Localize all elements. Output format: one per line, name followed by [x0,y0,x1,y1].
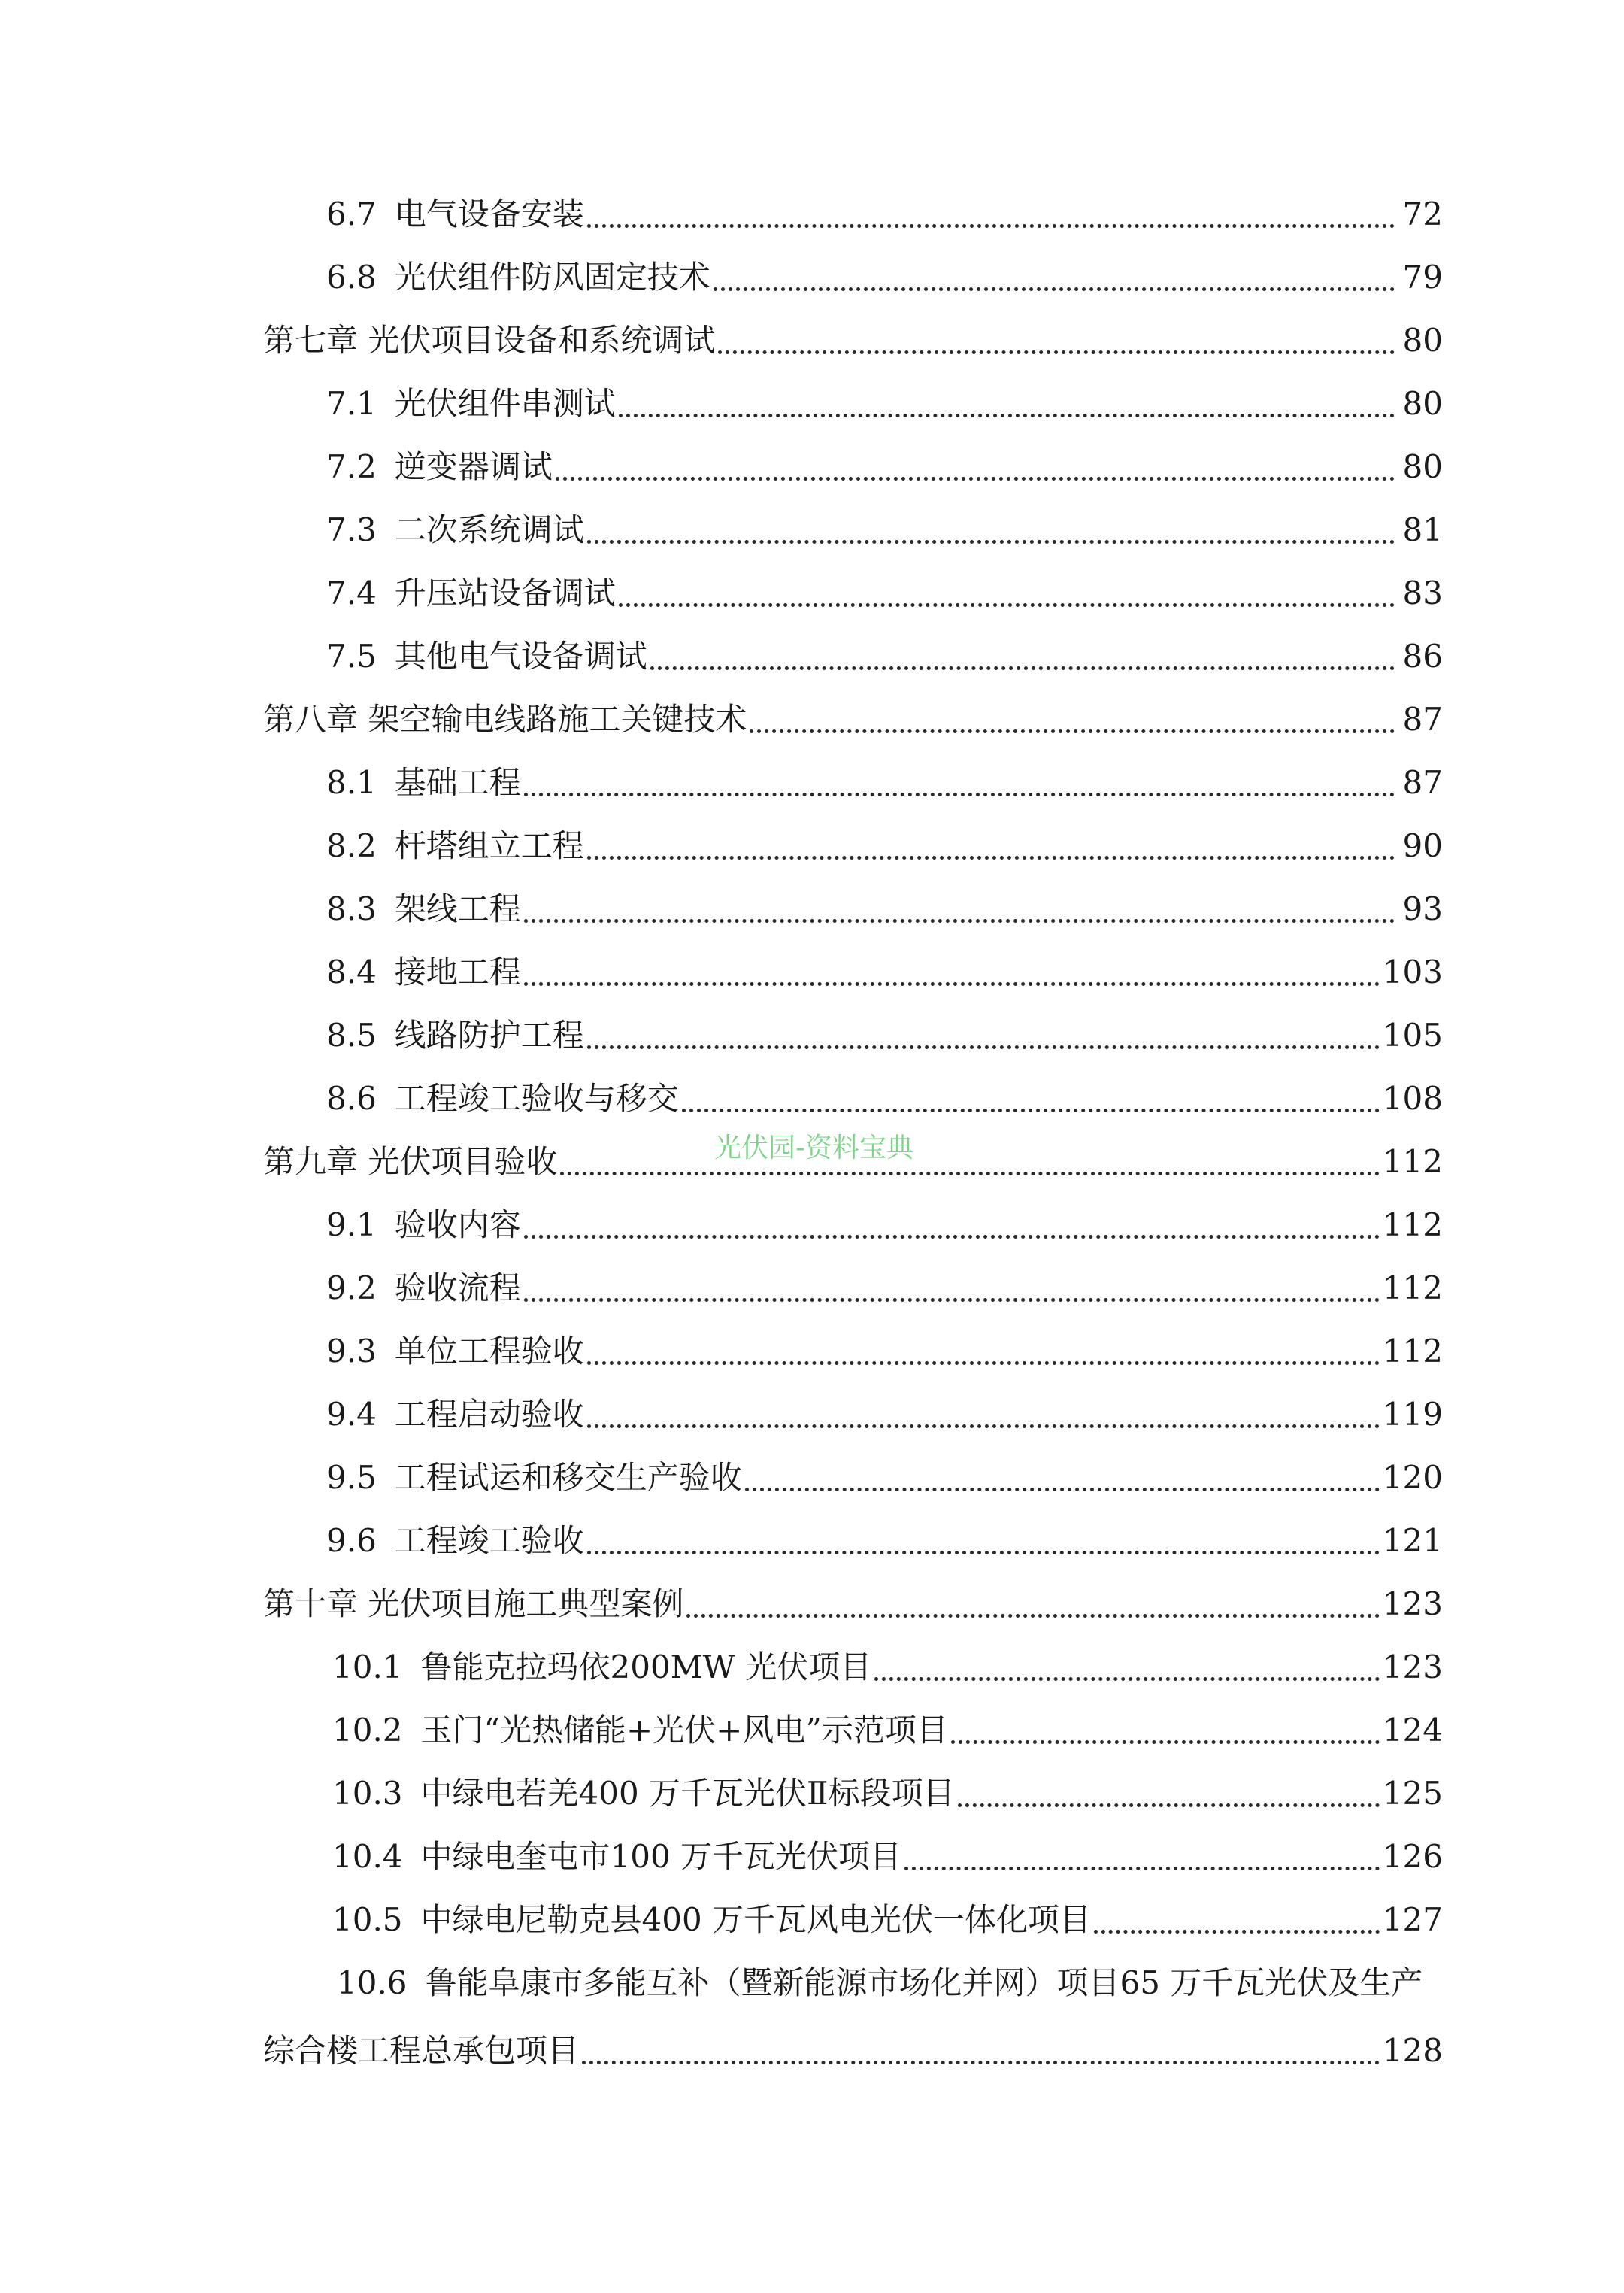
dot-leader [686,1614,1379,1618]
toc-entry-10-4[interactable] [332,1830,1443,1883]
dot-leader [874,1677,1380,1681]
dot-leader [714,287,1395,291]
toc-entry-page: 87 [1402,764,1443,801]
toc-entry-number: 10.3 [332,1775,403,1812]
toc-entry-number: 9.6 [326,1522,377,1559]
dot-leader [1094,1930,1380,1934]
dot-leader [524,982,1380,986]
toc-entry-page: 105 [1382,1017,1443,1054]
toc-entry-number: 7.1 [326,385,377,422]
toc-entry-page: 121 [1382,1522,1443,1559]
toc-entry-10-1[interactable] [332,1641,1443,1694]
toc-entry-6-7[interactable] [326,188,1443,241]
toc-entry-8-2[interactable] [326,820,1443,872]
toc-entry-title-continued: 综合楼工程总承包项目 [263,2032,580,2069]
toc-entry-number: 7.4 [326,575,377,611]
toc-entry-title: 工程竣工验收 [394,1522,584,1559]
dot-leader [587,856,1395,860]
toc-entry-number: 9.5 [326,1459,377,1496]
toc-entry-number: 8.5 [326,1017,377,1054]
toc-entry-page: 93 [1402,890,1443,927]
toc-entry-title: 验收流程 [394,1269,521,1306]
toc-entry-title: 光伏组件串测试 [394,385,616,422]
toc-entry-title: 基础工程 [394,764,521,801]
toc-entry-page: 127 [1382,1901,1443,1938]
toc-chapter-8[interactable] [263,693,1443,746]
toc-entry-number: 9.1 [326,1206,377,1243]
dot-leader [682,1109,1380,1112]
toc-entry-page: 119 [1382,1396,1443,1433]
dot-leader [587,1551,1380,1554]
dot-leader [587,540,1395,544]
toc-entry-number: 9.4 [326,1396,377,1433]
dot-leader [524,793,1395,796]
toc-entry-title: 工程竣工验收与移交 [394,1080,679,1117]
toc-entry-number: 8.1 [326,764,377,801]
toc-entry-page: 123 [1382,1585,1443,1622]
toc-entry-number: 7.5 [326,638,377,675]
toc-entry-title: 其他电气设备调试 [394,638,647,675]
toc-entry-page: 120 [1382,1459,1443,1496]
toc-entry-6-8[interactable] [326,251,1443,304]
toc-entry-page: 126 [1382,1838,1443,1875]
dot-leader [619,603,1395,607]
toc-entry-title: 玉门“光热储能+光伏+风电”示范项目 [420,1712,948,1749]
toc-entry-page: 81 [1402,511,1443,548]
toc-entry-page: 79 [1402,259,1443,296]
dot-leader [582,2061,1380,2064]
dot-leader [587,1424,1380,1428]
toc-entry-title: 二次系统调试 [394,511,584,548]
toc-entry-title: 验收内容 [394,1206,521,1243]
toc-entry-9-1[interactable] [326,1199,1443,1251]
toc-entry-9-6[interactable] [326,1515,1443,1567]
toc-entry-page: 112 [1382,1143,1443,1180]
toc-entry-10-6[interactable] [337,1957,1443,2009]
toc-entry-title: 中绿电奎屯市100 万千瓦光伏项目 [420,1838,902,1875]
toc-entry-title: 光伏组件防风固定技术 [394,259,710,296]
toc-entry-page: 72 [1402,196,1443,232]
toc-entry-title: 升压站设备调试 [394,575,616,611]
dot-leader [587,1361,1380,1365]
toc-entry-number: 10.2 [332,1712,403,1749]
toc-entry-number: 6.7 [326,196,377,232]
toc-entry-10-3[interactable] [332,1767,1443,1820]
toc-entry-number: 9.2 [326,1269,377,1306]
toc-entry-number: 10.5 [332,1901,403,1938]
toc-chapter-title: 第九章 光伏项目验收 [263,1143,558,1180]
dot-leader [745,1488,1380,1491]
toc-entry-8-1[interactable] [326,757,1443,809]
dot-leader [524,1298,1380,1302]
toc-entry-8-4[interactable] [326,946,1443,999]
toc-entry-9-3[interactable] [326,1325,1443,1378]
toc-entry-title: 中绿电尼勒克县400 万千瓦风电光伏一体化项目 [420,1901,1092,1938]
toc-entry-7-5[interactable] [326,630,1443,683]
toc-entry-page: 124 [1382,1712,1443,1749]
toc-entry-title: 架线工程 [394,890,521,927]
toc-chapter-title: 第十章 光伏项目施工典型案例 [263,1585,684,1622]
toc-entry-page: 123 [1382,1648,1443,1685]
toc-entry-title: 中绿电若羌400 万千瓦光伏Ⅱ标段项目 [420,1775,955,1812]
toc-entry-9-4[interactable] [326,1388,1443,1441]
toc-entry-page: 80 [1402,385,1443,422]
toc-entry-title: 电气设备安装 [394,196,584,232]
dot-leader [904,1867,1380,1870]
dot-leader [556,477,1395,481]
toc-entry-8-6[interactable] [326,1072,1443,1125]
dot-leader [650,666,1395,670]
toc-entry-page: 103 [1382,954,1443,990]
toc-chapter-title: 第七章 光伏项目设备和系统调试 [263,322,716,359]
toc-entry-number: 7.2 [326,448,377,485]
toc-entry-title: 接地工程 [394,954,521,990]
toc-entry-number: 7.3 [326,511,377,548]
dot-leader [560,1172,1379,1175]
toc-entry-title: 鲁能克拉玛依200MW 光伏项目 [420,1648,872,1685]
toc-entry-page: 112 [1382,1269,1443,1306]
toc-entry-title: 线路防护工程 [394,1017,584,1054]
toc-entry-page: 90 [1402,827,1443,864]
toc-entry-page: 86 [1402,638,1443,675]
toc-entry-number: 8.2 [326,827,377,864]
toc-entry-10-6-continued[interactable] [263,2025,1443,2077]
toc-chapter-7[interactable] [263,314,1443,367]
toc-entry-page: 83 [1402,575,1443,611]
toc-entry-title: 逆变器调试 [394,448,553,485]
toc-entry-7-4[interactable] [326,567,1443,620]
toc-entry-page: 128 [1382,2032,1443,2069]
toc-entry-number: 6.8 [326,259,377,296]
toc-entry-number: 8.6 [326,1080,377,1117]
toc-entry-title: 鲁能阜康市多能互补（暨新能源市场化并网）项目65 万千瓦光伏及生产 [425,1964,1423,2001]
dot-leader [587,1045,1380,1049]
toc-entry-number: 8.4 [326,954,377,990]
toc-entry-title: 单位工程验收 [394,1333,584,1369]
toc-chapter-title: 第八章 架空输电线路施工关键技术 [263,701,747,738]
toc-entry-number: 10.1 [332,1648,403,1685]
dot-leader [619,414,1395,417]
dot-leader [524,919,1395,923]
watermark-text: 光伏园-资料宝典 [714,1133,914,1163]
toc-chapter-10[interactable] [263,1578,1443,1630]
toc-entry-number: 9.3 [326,1333,377,1369]
toc-entry-page: 108 [1382,1080,1443,1117]
toc-entry-10-5[interactable] [332,1894,1443,1946]
toc-entry-9-2[interactable] [326,1262,1443,1315]
dot-leader [587,224,1395,228]
toc-entry-number: 10.6 [337,1964,408,2001]
dot-leader [718,350,1395,354]
toc-entry-title: 杆塔组立工程 [394,827,584,864]
toc-entry-number: 8.3 [326,890,377,927]
toc-entry-page: 125 [1382,1775,1443,1812]
dot-leader [951,1740,1380,1744]
dot-leader [958,1803,1380,1807]
toc-entry-page: 80 [1402,448,1443,485]
toc-entry-8-5[interactable] [326,1009,1443,1062]
toc-entry-page: 87 [1402,701,1443,738]
dot-leader [524,1235,1380,1239]
dot-leader [750,729,1395,733]
toc-entry-10-2[interactable] [332,1704,1443,1757]
toc-entry-7-1[interactable] [326,378,1443,430]
toc-entry-number: 10.4 [332,1838,403,1875]
toc-entry-page: 112 [1382,1333,1443,1369]
toc-entry-title: 工程试运和移交生产验收 [394,1459,742,1496]
toc-entry-7-3[interactable] [326,504,1443,557]
toc-entry-page: 80 [1402,322,1443,359]
toc-entry-9-5[interactable] [326,1451,1443,1504]
toc-entry-7-2[interactable] [326,441,1443,493]
toc-entry-page: 112 [1382,1206,1443,1243]
toc-entry-title: 工程启动验收 [394,1396,584,1433]
toc-entry-8-3[interactable] [326,883,1443,936]
